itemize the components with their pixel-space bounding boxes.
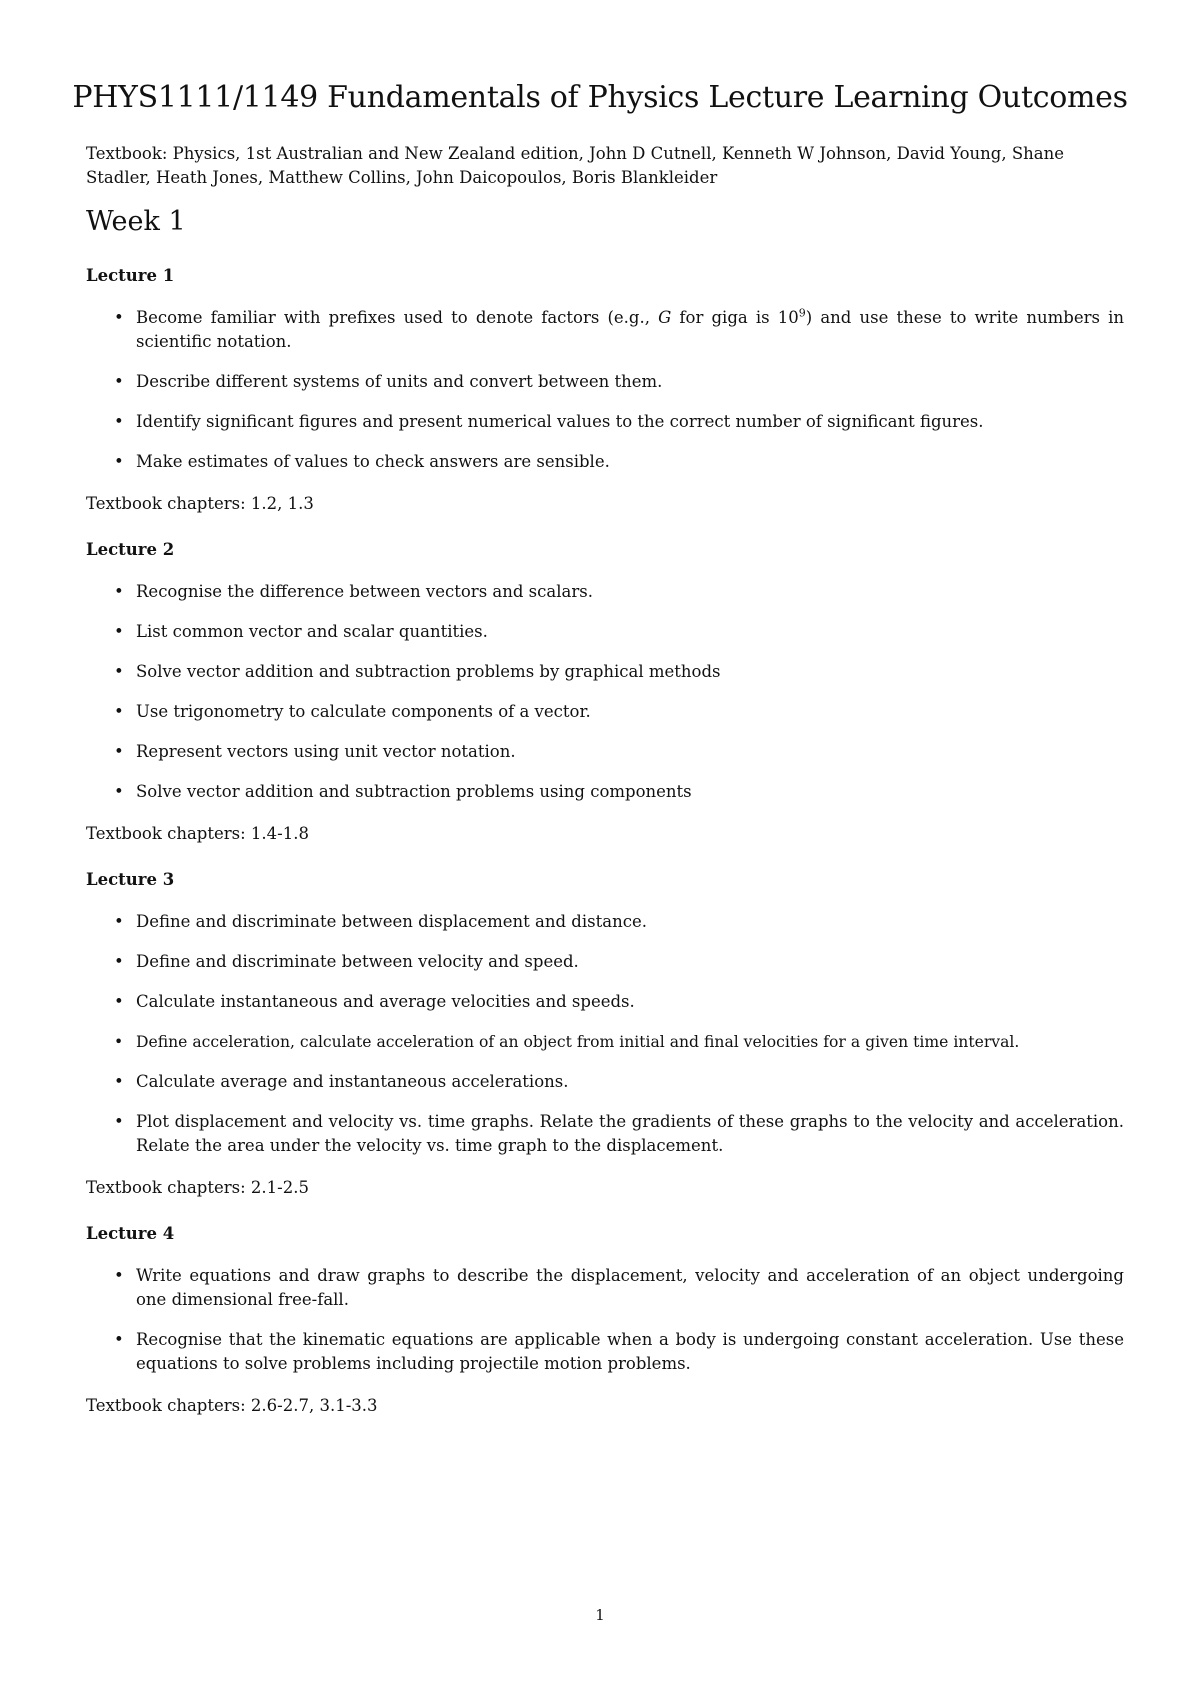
lecture-3-heading: Lecture 3 <box>86 870 175 889</box>
list-item <box>114 660 1124 684</box>
bullet-icon: • <box>114 662 124 681</box>
list-item-text: Plot displacement and velocity vs. time graphs. Relate the gradients of these graphs to the velocity and acceleration. Relate the area under the velocity vs. time graph to the displacement. <box>136 1112 1124 1155</box>
exponent: 9 <box>798 306 806 320</box>
list-item <box>114 410 1124 434</box>
bullet-icon: • <box>114 782 124 801</box>
bullet-icon: • <box>114 622 124 641</box>
bullet-icon: • <box>114 412 124 431</box>
list-item-text: Write equations and draw graphs to describe the displacement, velocity and acceleration of an object undergoing one dimensional free-fall. <box>136 1266 1124 1309</box>
list-item-text: Use trigonometry to calculate components of a vector. <box>136 702 591 721</box>
list-item <box>114 780 1124 804</box>
bullet-icon: • <box>114 372 124 391</box>
list-item <box>114 306 1124 354</box>
list-item <box>114 1264 1124 1312</box>
lecture-3-chapters: Textbook chapters: 2.1-2.5 <box>86 1178 309 1197</box>
list-item-text: Recognise that the kinematic equations are applicable when a body is undergoing constant acceleration. Use these equations to solve problems including projectile motion problems. <box>136 1330 1124 1373</box>
list-item <box>114 700 1124 724</box>
bullet-icon: • <box>114 912 124 931</box>
list-item-text: Define acceleration, calculate acceleration of an object from initial and final velocities for a given time interval. <box>136 1033 1020 1051</box>
bullet-icon: • <box>114 702 124 721</box>
bullet-icon: • <box>114 952 124 971</box>
list-item-text: Become familiar with prefixes used to denote factors (e.g., <box>136 308 659 327</box>
list-item-text: Make estimates of values to check answers are sensible. <box>136 452 610 471</box>
list-item <box>114 1328 1124 1376</box>
list-item <box>114 450 1124 474</box>
list-item-text: Define and discriminate between velocity and speed. <box>136 952 579 971</box>
list-item-text: Solve vector addition and subtraction problems by graphical methods <box>136 662 721 681</box>
bullet-icon: • <box>114 1330 124 1349</box>
list-item-text: Calculate instantaneous and average velocities and speeds. <box>136 992 635 1011</box>
list-item <box>114 910 1124 934</box>
lecture-1-chapters: Textbook chapters: 1.2, 1.3 <box>86 494 314 513</box>
lecture-4-chapters: Textbook chapters: 2.6-2.7, 3.1-3.3 <box>86 1396 378 1415</box>
list-item <box>114 1070 1124 1094</box>
lecture-2-chapters: Textbook chapters: 1.4-1.8 <box>86 824 309 843</box>
list-item <box>114 620 1124 644</box>
bullet-icon: • <box>114 1072 124 1091</box>
list-item <box>114 1110 1124 1158</box>
lecture-1-heading: Lecture 1 <box>86 266 175 285</box>
list-item-text: Represent vectors using unit vector notation. <box>136 742 516 761</box>
list-item <box>114 1030 1124 1054</box>
bullet-icon: • <box>114 992 124 1011</box>
page-title: PHYS1111/1149 Fundamentals of Physics Lecture Learning Outcomes <box>72 80 1128 115</box>
list-item <box>114 950 1124 974</box>
bullet-icon: • <box>114 742 124 761</box>
bullet-icon: • <box>114 452 124 471</box>
list-item-text: Recognise the difference between vectors and scalars. <box>136 582 593 601</box>
bullet-icon: • <box>114 582 124 601</box>
textbook-reference: Textbook: Physics, 1st Australian and New Zealand edition, John D Cutnell, Kenneth W Johnson, David Young, Shane Stadler, Heath Jones, Matthew Collins, John Daicopoulos, Boris Blankleider <box>86 144 1064 187</box>
prefix-symbol: G <box>658 308 672 327</box>
bullet-icon: • <box>114 1112 124 1131</box>
bullet-icon: • <box>114 308 124 327</box>
list-item <box>114 580 1124 604</box>
list-item-text: List common vector and scalar quantities. <box>136 622 488 641</box>
lecture-2-heading: Lecture 2 <box>86 540 175 559</box>
list-item-text: ) and use these to write numbers in scientific notation. <box>136 308 1124 351</box>
list-item <box>114 740 1124 764</box>
list-item <box>114 370 1124 394</box>
list-item <box>114 990 1124 1014</box>
list-item-text: Describe different systems of units and convert between them. <box>136 372 663 391</box>
list-item-text: for giga is 10 <box>671 308 799 327</box>
lecture-4-heading: Lecture 4 <box>86 1224 175 1243</box>
list-item-text: Solve vector addition and subtraction problems using components <box>136 782 692 801</box>
list-item-text: Calculate average and instantaneous accelerations. <box>136 1072 569 1091</box>
bullet-icon: • <box>114 1033 124 1051</box>
page-number: 1 <box>595 1606 605 1624</box>
list-item-text: Define and discriminate between displacement and distance. <box>136 912 647 931</box>
bullet-icon: • <box>114 1266 124 1285</box>
list-item-text: Identify significant figures and present numerical values to the correct number of significant figures. <box>136 412 984 431</box>
week-heading: Week 1 <box>86 206 186 237</box>
